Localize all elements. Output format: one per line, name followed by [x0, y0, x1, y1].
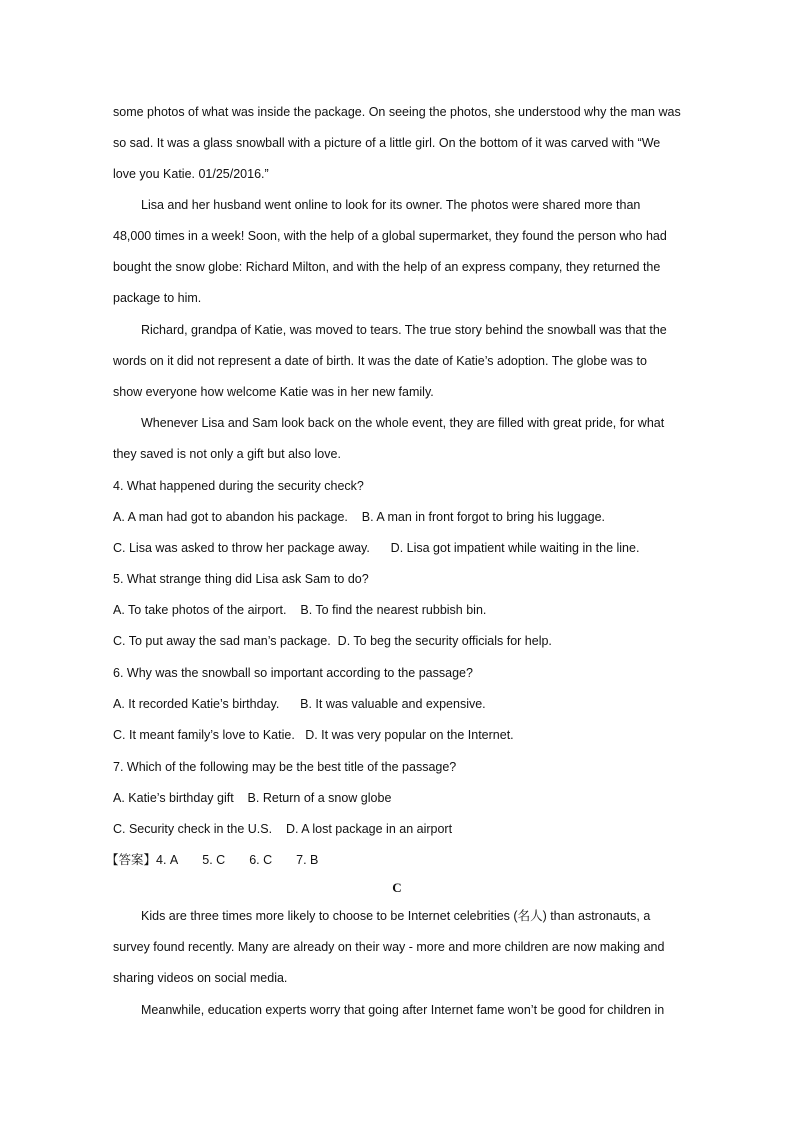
question-6-options-ab: A. It recorded Katie’s birthday. B. It was valuable and expensive. [113, 697, 486, 711]
passage-c-heading: C [392, 880, 402, 895]
answer-item: 6. C [249, 853, 273, 867]
question-4: 4. What happened during the security check? [113, 479, 364, 493]
answer-item: 5. C [202, 853, 226, 867]
question-4-options-cd: C. Lisa was asked to throw her package away. D. Lisa got impatient while waiting in the line. [113, 541, 640, 555]
passage-b-p2-line3: bought the snow globe: Richard Milton, and with the help of an express company, they returned the [113, 260, 661, 274]
passage-b-p2-line1: Lisa and her husband went online to look for its owner. The photos were shared more than [141, 198, 641, 212]
answer-item: 7. B [296, 853, 319, 867]
passage-c-p1-line2: survey found recently. Many are already on their way - more and more children are now making and [113, 940, 665, 954]
passage-c-p2-line1: Meanwhile, education experts worry that going after Internet fame won’t be good for children in [141, 1003, 665, 1017]
passage-b-p3-line3: show everyone how welcome Katie was in her new family. [113, 385, 434, 399]
passage-b-p3-line2: words on it did not represent a date of birth. It was the date of Katie’s adoption. The globe was to [113, 354, 647, 368]
passage-b-p1-line3: love you Katie. 01/25/2016.” [113, 167, 269, 181]
passage-c-p1-line3: sharing videos on social media. [113, 971, 288, 985]
question-7-options-ab: A. Katie’s birthday gift B. Return of a snow globe [113, 791, 392, 805]
question-5: 5. What strange thing did Lisa ask Sam to do? [113, 572, 369, 586]
question-7: 7. Which of the following may be the best title of the passage? [113, 760, 457, 774]
passage-b-p4-line1: Whenever Lisa and Sam look back on the whole event, they are filled with great pride, for what [141, 416, 665, 430]
passage-b-p4-line2: they saved is not only a gift but also love. [113, 447, 341, 461]
answer-item: 4. A [156, 853, 179, 867]
passage-b-p1-line1: some photos of what was inside the package. On seeing the photos, she understood why the man was [113, 105, 681, 119]
passage-b-p2-line2: 48,000 times in a week! Soon, with the help of a global supermarket, they found the person who had [113, 229, 667, 243]
question-7-options-cd: C. Security check in the U.S. D. A lost package in an airport [113, 822, 453, 836]
question-6: 6. Why was the snowball so important according to the passage? [113, 666, 473, 680]
passage-b-p2-line4: package to him. [113, 291, 202, 305]
passage-c-p1-line1: Kids are three times more likely to choose to be Internet celebrities (名人) than astronauts, a [141, 909, 651, 923]
answer-label: 【答案】 [106, 853, 157, 867]
question-6-options-cd: C. It meant family’s love to Katie. D. It was very popular on the Internet. [113, 728, 514, 742]
question-4-options-ab: A. A man had got to abandon his package. B. A man in front forgot to bring his luggage. [113, 510, 605, 524]
answer-line [106, 852, 700, 868]
passage-b-p3-line1: Richard, grandpa of Katie, was moved to tears. The true story behind the snowball was that the [141, 323, 667, 337]
question-5-options-cd: C. To put away the sad man’s package. D. To beg the security officials for help. [113, 634, 552, 648]
question-5-options-ab: A. To take photos of the airport. B. To find the nearest rubbish bin. [113, 603, 487, 617]
passage-b-p1-line2: so sad. It was a glass snowball with a picture of a little girl. On the bottom of it was carved with “We [113, 136, 661, 150]
